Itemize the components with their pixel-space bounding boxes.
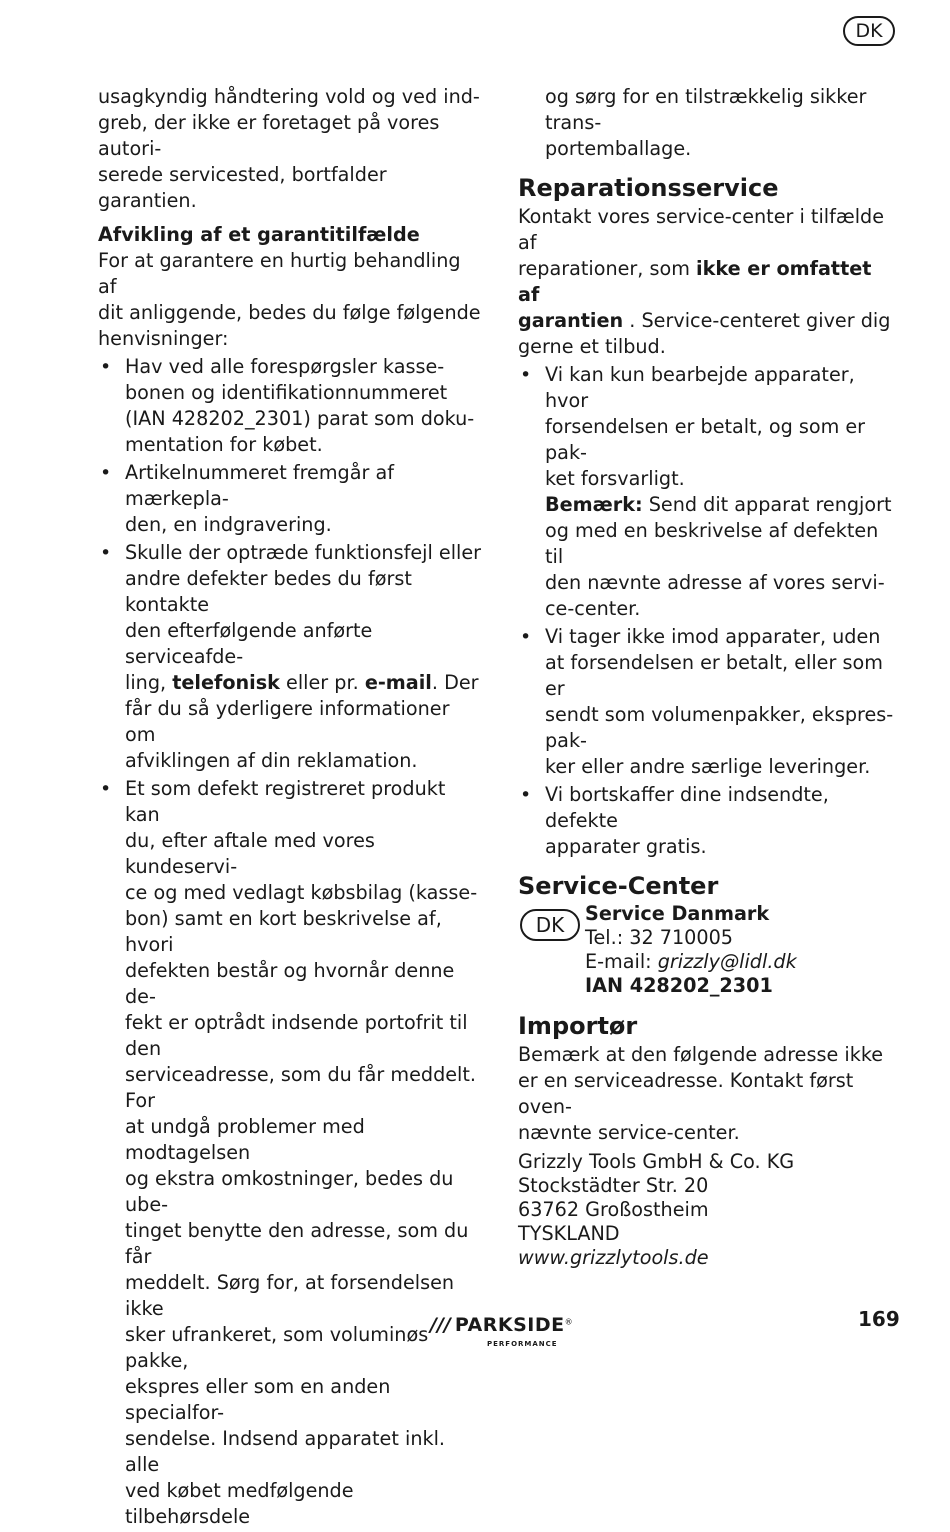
address-line: 63762 Großostheim xyxy=(518,1198,709,1221)
text-line: får du så yderligere informationer om xyxy=(125,697,450,746)
text-line xyxy=(545,492,898,518)
text-line: og med en beskrivelse af defekten til xyxy=(545,519,879,568)
text-line: og ekstra omkostninger, bedes du ube- xyxy=(125,1167,454,1216)
service-phone: Tel.: 32 710005 xyxy=(585,926,734,949)
text-line: at undgå problemer med modtagelsen xyxy=(125,1115,365,1164)
text-line: For at garantere en hurtig behandling af xyxy=(98,249,461,298)
text-line: ket forsvarligt. xyxy=(545,467,685,490)
note-label: Bemærk: xyxy=(545,493,643,516)
emphasis: ikke er omfattet af xyxy=(518,257,872,306)
text-line: • Vi bortskaffer dine indsendte, defekte xyxy=(545,783,829,832)
list-item xyxy=(518,624,898,780)
country-badge: DK xyxy=(520,909,580,941)
instructions-paragraph xyxy=(98,248,483,352)
text-line xyxy=(518,308,898,334)
address-line: TYSKLAND xyxy=(518,1222,620,1245)
address-line: Stockstädter Str. 20 xyxy=(518,1174,709,1197)
telefonisk-emphasis: telefonisk xyxy=(172,671,280,694)
text-line: nævnte service-center. xyxy=(518,1121,740,1144)
importer-paragraph xyxy=(518,1042,898,1146)
text-line: henvisninger: xyxy=(98,327,229,350)
email-address[interactable]: grizzly@lidl.dk xyxy=(657,950,797,973)
text-line xyxy=(125,670,483,696)
text-line: • Skulle der optræde funktionsfejl eller xyxy=(125,541,482,564)
text-line: Bemærk at den følgende adresse ikke xyxy=(518,1043,884,1066)
text-span: ling, xyxy=(125,671,173,694)
text-line: den, en indgravering. xyxy=(125,513,332,536)
service-center-heading: Service-Center xyxy=(518,872,719,900)
text-line: andre defekter bedes du først kontakte xyxy=(125,567,412,616)
text-line: er en serviceadresse. Kontakt først oven- xyxy=(518,1069,854,1118)
text-line: • Et som defekt registreret produkt kan xyxy=(125,777,446,826)
text-line: ker eller andre særlige leveringer. xyxy=(545,755,871,778)
text-line: meddelt. Sørg for, at forsendelsen ikke xyxy=(125,1271,455,1320)
right-column xyxy=(518,84,898,1270)
section-subheading: Afvikling af et garantitilfælde xyxy=(98,223,420,246)
language-badge: DK xyxy=(843,16,895,46)
email-label: E-mail: xyxy=(585,950,658,973)
repair-list xyxy=(518,362,898,860)
text-line: portemballage. xyxy=(545,137,692,160)
service-center-block xyxy=(518,902,898,1000)
service-name: Service Danmark xyxy=(585,902,770,925)
text-line xyxy=(518,256,898,308)
text-line: serede servicested, bortfalder garantien. xyxy=(98,163,387,212)
text-line: dit anliggende, bedes du følge følgende xyxy=(98,301,481,324)
text-line: serviceadresse, som du får meddelt. For xyxy=(125,1063,477,1112)
text-line: apparater gratis. xyxy=(545,835,707,858)
text-line: sker ufrankeret, som voluminøs pakke, xyxy=(125,1323,429,1372)
logo-subtitle: PERFORMANCE xyxy=(487,1340,558,1348)
text-span: reparationer, som xyxy=(518,257,697,280)
importer-address xyxy=(518,1150,898,1270)
text-line: du, efter aftale med vores kundeservi- xyxy=(125,829,375,878)
address-line: Grizzly Tools GmbH & Co. KG xyxy=(518,1150,795,1173)
list-item xyxy=(98,354,483,458)
text-line: bon) samt en kort beskrivelse af, hvori xyxy=(125,907,442,956)
text-line: mentation for købet. xyxy=(125,433,323,456)
text-span: . Der xyxy=(431,671,479,694)
service-center-details xyxy=(585,902,797,998)
logo-registered: ® xyxy=(564,1317,573,1327)
continued-list-text xyxy=(518,84,898,162)
text-line: ce og med vedlagt købsbilag (kasse- xyxy=(125,881,478,904)
list-item xyxy=(518,362,898,622)
intro-paragraph xyxy=(98,84,483,214)
text-line: ved købet medfølgende tilbehørsdele xyxy=(125,1479,354,1528)
text-line: forsendelsen er betalt, og som er pak- xyxy=(545,415,866,464)
text-line: gerne et tilbud. xyxy=(518,335,666,358)
repair-service-paragraph xyxy=(518,204,898,360)
instruction-list xyxy=(98,354,483,1530)
text-line: at forsendelsen er betalt, eller som er xyxy=(545,651,883,700)
text-line: • Hav ved alle forespørgsler kasse- xyxy=(125,355,445,378)
logo-slashes: /// xyxy=(430,1314,451,1336)
text-line: og sørg for en tilstrækkelig sikker trans- xyxy=(545,85,867,134)
text-line: tinget benytte den adresse, som du får xyxy=(125,1219,469,1268)
text-line: defekten består og hvornår denne de- xyxy=(125,959,455,1008)
text-line: • Artikelnummeret fremgår af mærkepla- xyxy=(125,461,394,510)
text-line: bonen og identifikationnummeret xyxy=(125,381,448,404)
text-line: • Vi tager ikke imod apparater, uden xyxy=(545,625,881,648)
text-line: den efterfølgende anførte serviceafde- xyxy=(125,619,373,668)
list-item xyxy=(98,776,483,1530)
text-line: afviklingen af din reklamation. xyxy=(125,749,418,772)
page-number: 169 xyxy=(858,1307,900,1331)
emphasis: garantien xyxy=(518,309,624,332)
website-link[interactable]: www.grizzlytools.de xyxy=(518,1246,709,1269)
importer-heading: Importør xyxy=(518,1012,638,1040)
service-ian: IAN 428202_2301 xyxy=(585,974,773,997)
text-line: • Vi kan kun bearbejde apparater, hvor xyxy=(545,363,855,412)
repair-service-heading: Reparationsservice xyxy=(518,174,779,202)
list-item xyxy=(98,460,483,538)
text-line: greb, der ikke er foretaget på vores autori- xyxy=(98,111,440,160)
text-span: Send dit apparat rengjort xyxy=(642,493,892,516)
text-line: usagkyndig håndtering vold og ved ind- xyxy=(98,85,480,108)
text-line: ekspres eller som en anden specialfor- xyxy=(125,1375,391,1424)
text-line: ce-center. xyxy=(545,597,641,620)
service-email-line xyxy=(585,950,797,974)
text-line: den nævnte adresse af vores servi- xyxy=(545,571,885,594)
text-line: sendelse. Indsend apparatet inkl. alle xyxy=(125,1427,446,1476)
text-line: sendt som volumenpakker, ekspres-pak- xyxy=(545,703,894,752)
logo-wordmark: PARKSIDE xyxy=(454,1314,565,1336)
email-emphasis: e-mail xyxy=(364,671,432,694)
text-span: . Service-centeret giver dig xyxy=(623,309,891,332)
text-line: (IAN 428202_2301) parat som doku- xyxy=(125,407,475,430)
left-column xyxy=(98,84,483,1532)
list-item xyxy=(98,540,483,774)
text-span: eller pr. xyxy=(279,671,365,694)
list-item xyxy=(518,782,898,860)
text-line: Kontakt vores service-center i tilfælde af xyxy=(518,205,885,254)
text-line: fekt er optrådt indsende portofrit til den xyxy=(125,1011,468,1060)
parkside-logo xyxy=(430,1314,573,1348)
